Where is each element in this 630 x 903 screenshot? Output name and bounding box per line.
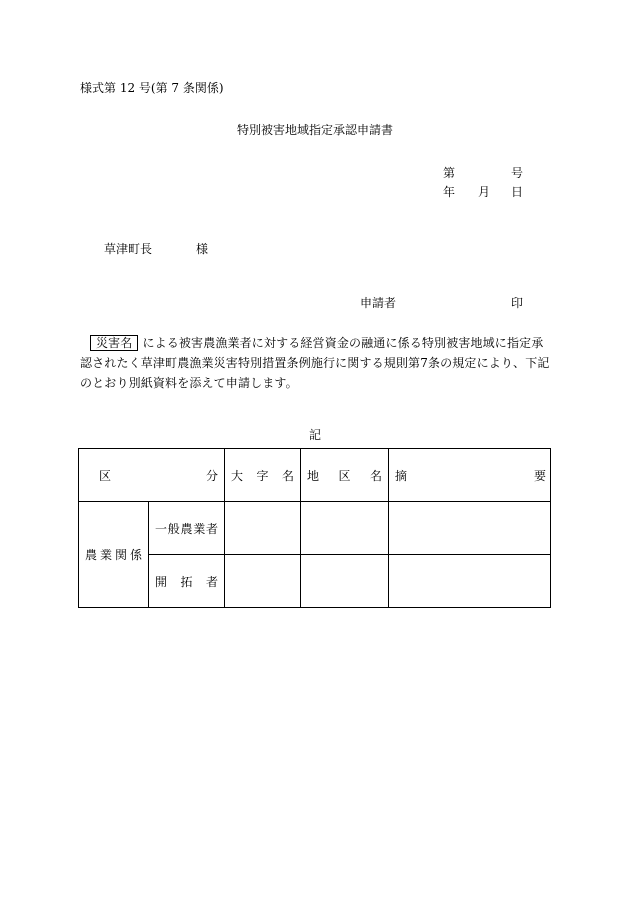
document-title: 特別被害地域指定承認申請書 xyxy=(236,123,393,137)
date-year-label: 年 xyxy=(443,185,456,199)
document-number-suffix: 号 xyxy=(511,166,524,180)
application-body xyxy=(80,333,555,393)
disaster-name-box: 災害名 xyxy=(90,335,138,351)
cell-oaza-pioneer[interactable] xyxy=(225,555,301,608)
document-number-label: 第 xyxy=(443,166,456,180)
application-body-text: による被害農漁業者に対する経営資金の融通に係る特別被害地域に指定承認されたく草津町農漁業災害特別措置条例施行に関する規則第7条の規定により、下記のとおり別紙資料を添えて申請します。 xyxy=(80,336,550,390)
applicant-label: 申請者 xyxy=(360,296,397,310)
date-month-label: 月 xyxy=(478,185,491,199)
row-label-general-farmer: 一 般 農 業 者 xyxy=(149,502,225,555)
row-label-pioneer: 開 拓 者 xyxy=(149,555,225,608)
cell-summary-general-farmer[interactable] xyxy=(389,502,551,555)
table-header-row xyxy=(79,449,551,502)
addressee-honorific: 様 xyxy=(196,242,209,256)
header-category: 区 分 xyxy=(79,449,225,502)
details-table xyxy=(78,448,551,608)
seal-mark: 印 xyxy=(511,296,524,310)
table-row xyxy=(79,502,551,555)
cell-oaza-general-farmer[interactable] xyxy=(225,502,301,555)
addressee-name: 草津町長 xyxy=(104,242,153,256)
cell-district-general-farmer[interactable] xyxy=(301,502,389,555)
table-row xyxy=(79,555,551,608)
header-district-name: 地 区 名 xyxy=(301,449,389,502)
record-mark: 記 xyxy=(308,428,321,442)
group-agriculture: 農 業 関 係 xyxy=(79,502,149,608)
date-day-label: 日 xyxy=(511,185,524,199)
header-summary: 摘 要 xyxy=(389,449,551,502)
header-oaza-name: 大 字 名 xyxy=(225,449,301,502)
form-number: 様式第 12 号(第 7 条関係) xyxy=(80,81,224,95)
cell-district-pioneer[interactable] xyxy=(301,555,389,608)
cell-summary-pioneer[interactable] xyxy=(389,555,551,608)
